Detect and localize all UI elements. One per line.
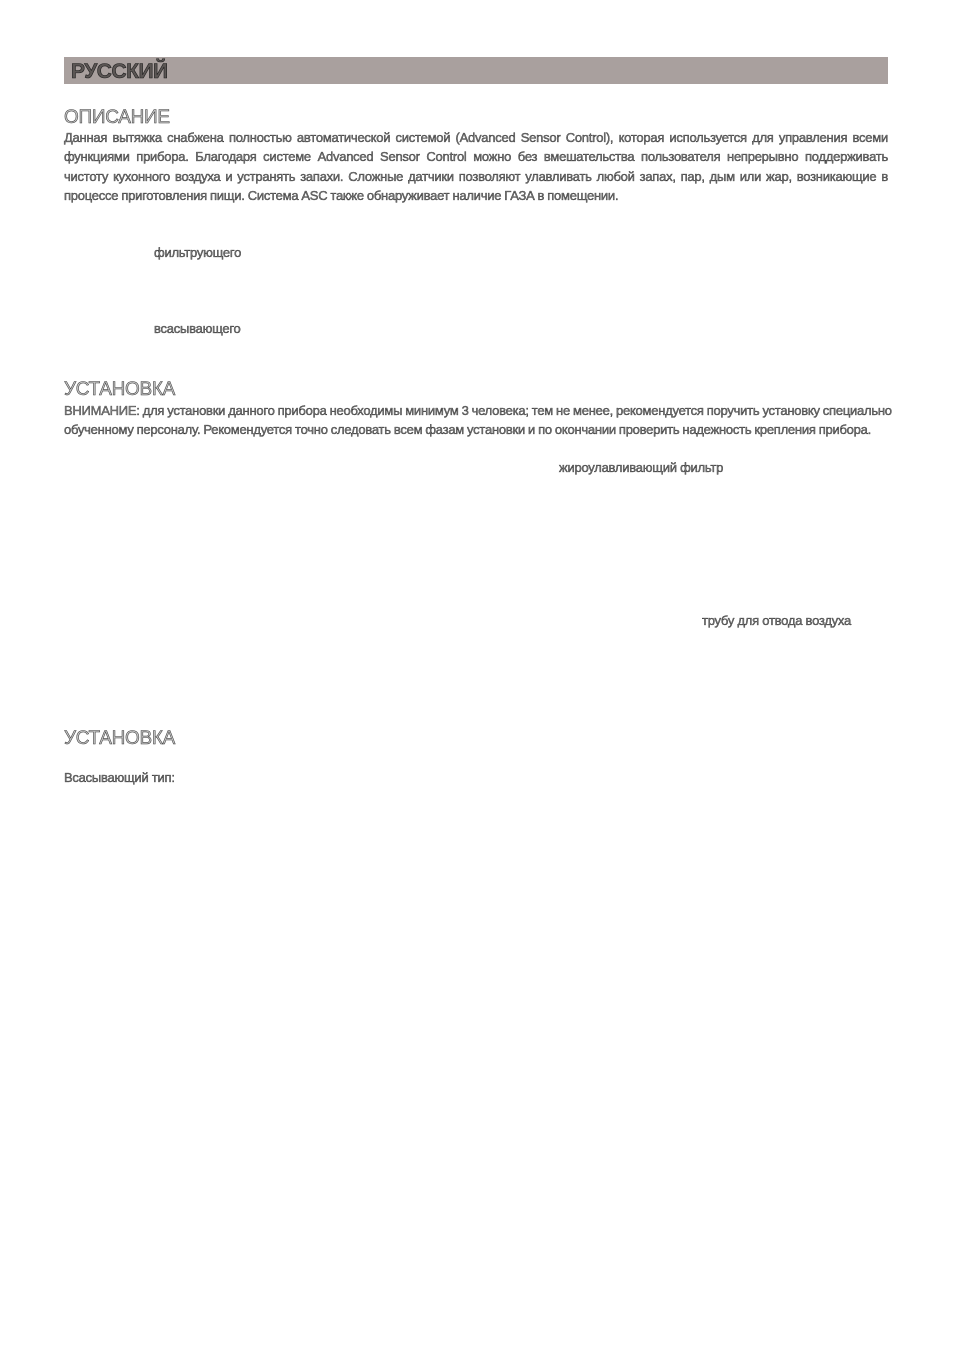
installation-heading-2: УСТАНОВКА [64,728,176,749]
air-pipe-fragment: трубу для отвода воздуха [702,613,851,628]
language-title: РУССКИЙ [71,60,168,83]
suction-type-label: Всасывающий тип: [64,770,175,785]
installation-heading: УСТАНОВКА [64,379,176,400]
filtering-fragment: фильтрующего [154,245,242,260]
suction-fragment: всасывающего [154,321,241,336]
warning-label: ВНИМАНИЕ: [64,403,140,418]
description-paragraph: Данная вытяжка снабжена полностью автоматической системой (Advanced Sensor Control), которая используется для управления всеми функциями прибора. Благодаря системе Advanced Sensor Control можно без вмешательства пользователя непрерывно поддерживать чистоту кухонного воздуха и устранять запахи. Сложные датчики позволяют улавливать любой запах, пар, дым или жар, возникающие в процессе приготовления пищи. Система ASC также обнаруживает наличие ГАЗА в помещении. [64,130,888,204]
language-banner [64,57,888,84]
grease-filter-fragment: жироулавливающий фильтр [559,460,724,475]
installation-warning-paragraph [64,401,892,440]
warning-text: для установки данного прибора необходимы минимум 3 человека; тем не менее, рекомендуется поручить установку специально обученному персоналу. Рекомендуется точно следовать всем фазам установки и по окончании проверить надежность крепления прибора. [64,403,892,438]
description-heading: ОПИСАНИЕ [64,107,170,128]
